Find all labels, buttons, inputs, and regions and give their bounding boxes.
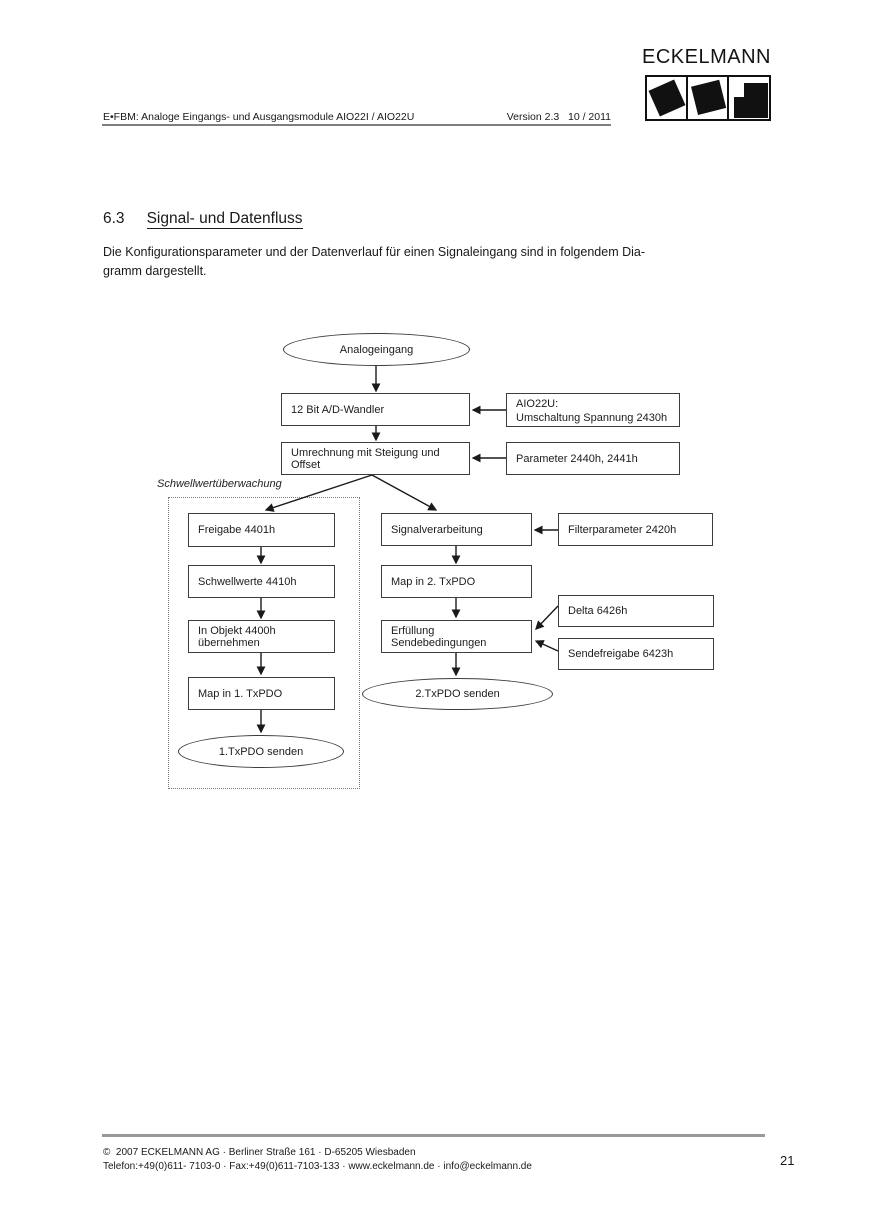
node-map-2-txpdo (381, 565, 532, 598)
eckelmann-logo-text: ECKELMANN (642, 46, 771, 68)
intro-paragraph (103, 243, 779, 280)
footer-rule (102, 1134, 765, 1137)
node-filterparameter-label: Filterparameter 2420h (568, 523, 677, 536)
page-number: 21 (780, 1153, 795, 1168)
node-umrechnung (281, 442, 470, 475)
section-heading (103, 210, 303, 228)
node-objekt-uebernehmen (188, 620, 335, 653)
node-aio22u-label-line1: AIO22U: (516, 398, 559, 410)
node-erfuellung-sendebedingungen-label: Erfüllung Sendebedingungen (391, 624, 487, 649)
header-rule (102, 124, 611, 126)
node-signalverarbeitung (381, 513, 532, 546)
node-map-2-txpdo-label: Map in 2. TxPDO (391, 575, 476, 588)
node-freigabe-label: Freigabe 4401h (198, 524, 276, 536)
node-1-txpdo-senden (178, 735, 344, 768)
node-ad-wandler (281, 393, 470, 426)
footer-copyright: © 2007 ECKELMANN AG · Berliner Straße 161 · D-65205 Wiesbaden (103, 1147, 416, 1158)
header-version: Version 2.3 10 / 2011 (506, 111, 611, 123)
intro-paragraph-line1: Die Konfigurationsparameter und der Datenverlauf für einen Signaleingang sind in folgendem Dia- (103, 245, 645, 259)
node-parameter (506, 442, 680, 475)
node-sendefreigabe-label: Sendefreigabe 6423h (568, 648, 674, 660)
node-aio22u (506, 393, 680, 427)
node-aio22u-label-line2: Umschaltung Spannung 2430h (516, 412, 668, 424)
node-parameter-label: Parameter 2440h, 2441h (516, 452, 638, 465)
group-label-schwellwertueberwachung: Schwellwertüberwachung (157, 478, 282, 490)
section-number: 6.3 (103, 210, 125, 227)
node-umrechnung-label: Umrechnung mit Steigung und Offset (291, 446, 440, 471)
node-analogeingang-label: Analogeingang (339, 343, 414, 356)
node-schwellwerte-label: Schwellwerte 4410h (198, 575, 297, 588)
node-freigabe (188, 513, 335, 547)
node-sendefreigabe (558, 638, 714, 670)
node-filterparameter (558, 513, 713, 546)
node-1-txpdo-senden-label: 1.TxPDO senden (218, 745, 304, 758)
eckelmann-logo-icon (645, 75, 771, 123)
node-analogeingang (283, 333, 470, 366)
node-signalverarbeitung-label: Signalverarbeitung (391, 523, 483, 536)
intro-paragraph-line2: gramm dargestellt. (103, 263, 207, 278)
node-2-txpdo-senden-label: 2.TxPDO senden (415, 688, 500, 700)
node-schwellwerte (188, 565, 335, 598)
node-delta (558, 595, 714, 627)
footer-contact: Telefon:+49(0)611- 7103-0 · Fax:+49(0)611-7103-133 · www.eckelmann.de · info@eckelmann.de (103, 1161, 532, 1172)
node-delta-label: Delta 6426h (568, 605, 628, 617)
node-erfuellung-sendebedingungen (381, 620, 532, 653)
header-document-title: E•FBM: Analoge Eingangs- und Ausgangsmodule AIO22I / AIO22U (103, 111, 415, 123)
node-map-1-txpdo (188, 677, 335, 710)
section-title: Signal- und Datenfluss (146, 210, 303, 227)
node-map-1-txpdo-label: Map in 1. TxPDO (198, 687, 283, 700)
node-objekt-uebernehmen-label: In Objekt 4400h übernehmen (198, 624, 276, 649)
node-ad-wandler-label: 12 Bit A/D-Wandler (291, 403, 385, 416)
node-2-txpdo-senden (362, 678, 553, 710)
